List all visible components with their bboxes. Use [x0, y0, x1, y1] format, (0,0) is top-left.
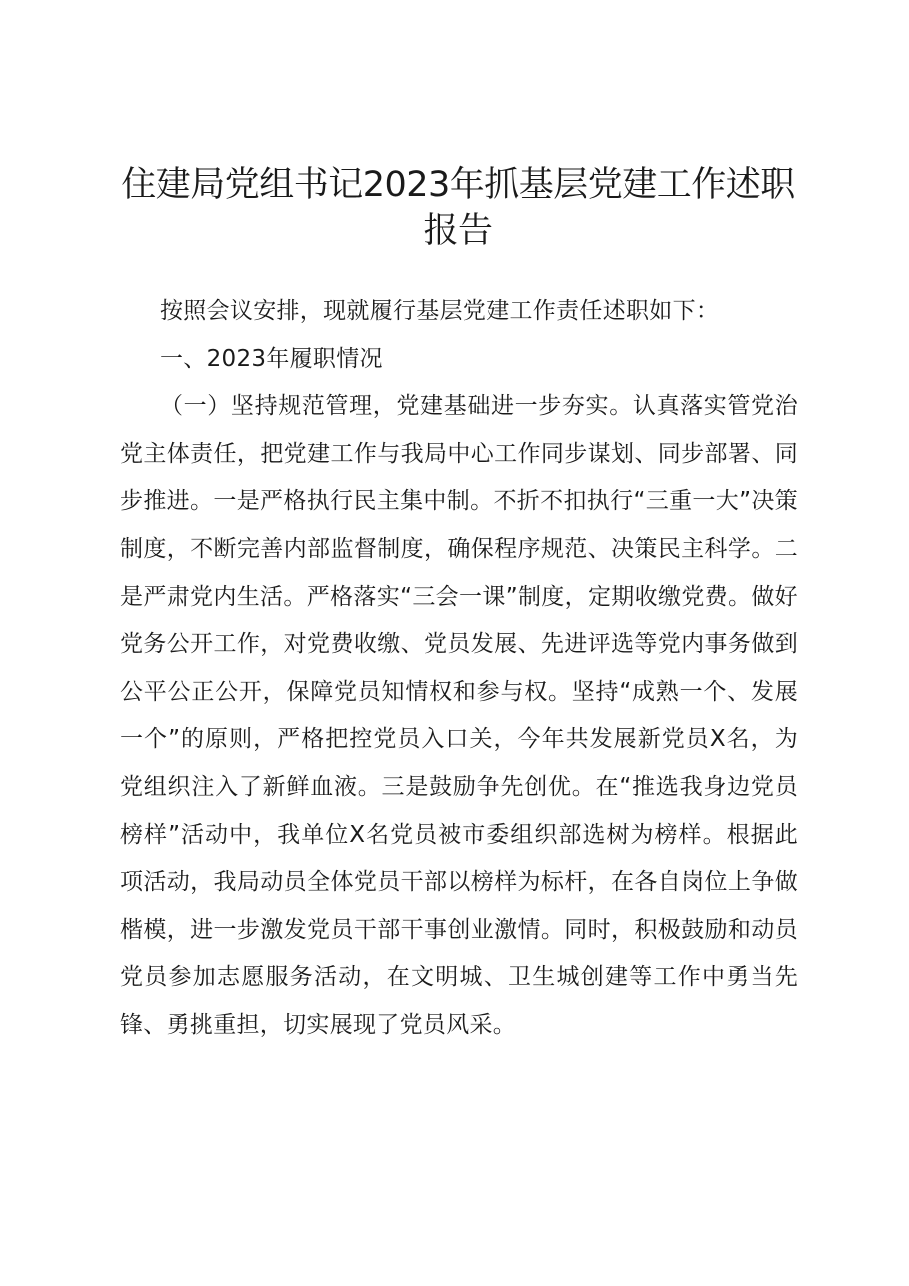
paragraph-section-1: （一）坚持规范管理，党建基础进一步夯实。认真落实管党治党主体责任，把党建工作与我局中心工作同步谋划、同步部署、同步推进。一是严格执行民主集中制。不折不扣执行“三重一大”决策制度，不断完善内部监督制度，确保程序规范、决策民主科学。二是严肃党内生活。严格落实“三会一课”制度，定期收缴党费。做好党务公开工作，对党费收缴、党员发展、先进评选等党内事务做到公平公正公开，保障党员知情权和参与权。坚持“成熟一个、发展一个”的原则，严格把控党员入口关，今年共发展新党员X名，为党组织注入了新鲜血液。三是鼓励争先创优。在“推选我身边党员榜样”活动中，我单位X名党员被市委组织部选树为榜样。根据此项活动，我局动员全体党员干部以榜样为标杆，在各自岗位上争做楷模，进一步激发党员干部干事创业激情。同时，积极鼓励和动员党员参加志愿服务活动，在文明城、卫生城创建等工作中勇当先锋、勇挑重担，切实展现了党员风采。: [120, 393, 798, 1038]
paragraph-intro: 按照会议安排，现就履行基层党建工作责任述职如下：: [160, 298, 720, 324]
document-title: 住建局党组书记2023年抓基层党建工作述职报告: [121, 165, 795, 251]
document-body: [120, 288, 798, 1050]
section-heading: 一、2023年履职情况: [160, 345, 383, 372]
